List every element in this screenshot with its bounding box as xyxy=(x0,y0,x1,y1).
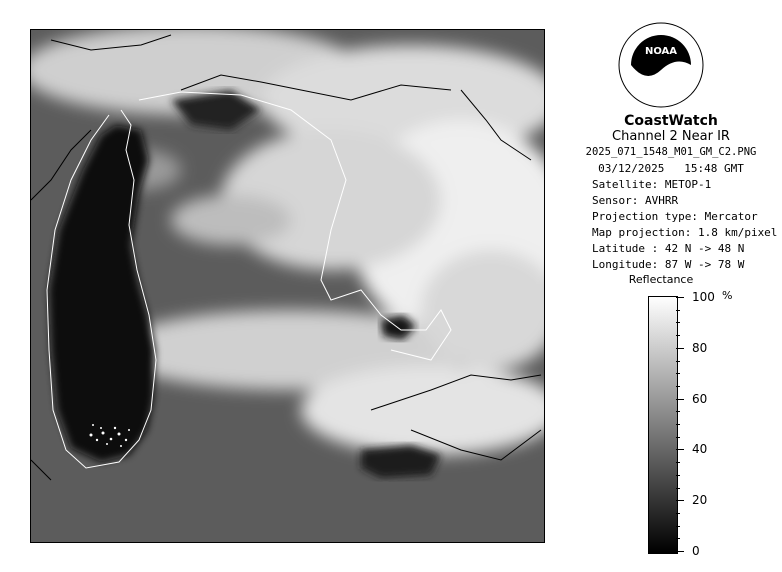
filename: 2025_071_1548_M01_GM_C2.PNG xyxy=(585,146,757,158)
colorbar-minor-tick xyxy=(676,361,680,362)
channel-label: Channel 2 Near IR xyxy=(612,129,730,144)
meta-latitude: Latitude : 42 N -> 48 N xyxy=(592,242,745,255)
noaa-logo xyxy=(618,22,704,108)
satellite-image-map[interactable] xyxy=(30,29,545,543)
map-svg xyxy=(31,30,544,542)
colorbar-minor-tick xyxy=(676,538,680,539)
date-time xyxy=(566,162,776,175)
colorbar-minor-tick xyxy=(676,513,680,514)
colorbar-minor-tick xyxy=(676,411,680,412)
meta-map-projection: Map projection: 1.8 km/pixel xyxy=(592,226,778,239)
colorbar-unit: % xyxy=(722,289,733,302)
colorbar-minor-tick xyxy=(676,386,680,387)
meta-sensor: Sensor: AVHRR xyxy=(592,194,679,207)
colorbar-minor-tick xyxy=(676,437,680,438)
date: 03/12/2025 xyxy=(598,162,665,175)
colorbar-major-tick xyxy=(676,500,684,501)
colorbar xyxy=(648,296,678,554)
colorbar-minor-tick xyxy=(676,335,680,336)
colorbar-minor-tick xyxy=(676,322,680,323)
colorbar-minor-tick xyxy=(676,373,680,374)
logo-text: NOAA xyxy=(644,46,678,57)
colorbar-major-tick xyxy=(676,449,684,450)
colorbar-minor-tick xyxy=(676,488,680,489)
colorbar-tick-label: 40 xyxy=(692,442,708,457)
colorbar-minor-tick xyxy=(676,462,680,463)
product-title: CoastWatch xyxy=(624,113,718,129)
meta-projection-type: Projection type: Mercator xyxy=(592,210,758,223)
colorbar-major-tick xyxy=(676,348,684,349)
colorbar-minor-tick xyxy=(676,424,680,425)
colorbar-major-tick xyxy=(676,297,684,298)
colorbar-major-tick xyxy=(676,399,684,400)
colorbar-label: Reflectance xyxy=(628,273,694,286)
colorbar-minor-tick xyxy=(676,526,680,527)
colorbar-major-tick xyxy=(676,551,684,552)
colorbar-tick-label: 0 xyxy=(692,544,700,558)
colorbar-minor-tick xyxy=(676,310,680,311)
time: 15:48 GMT xyxy=(684,162,744,175)
colorbar-tick-label: 100 xyxy=(692,290,715,304)
meta-longitude: Longitude: 87 W -> 78 W xyxy=(592,258,745,271)
meta-satellite: Satellite: METOP-1 xyxy=(592,178,712,191)
colorbar-tick-label: 20 xyxy=(692,493,708,508)
colorbar-tick-label: 80 xyxy=(692,340,708,355)
colorbar-tick-label: 60 xyxy=(692,391,708,406)
colorbar-minor-tick xyxy=(676,475,680,476)
